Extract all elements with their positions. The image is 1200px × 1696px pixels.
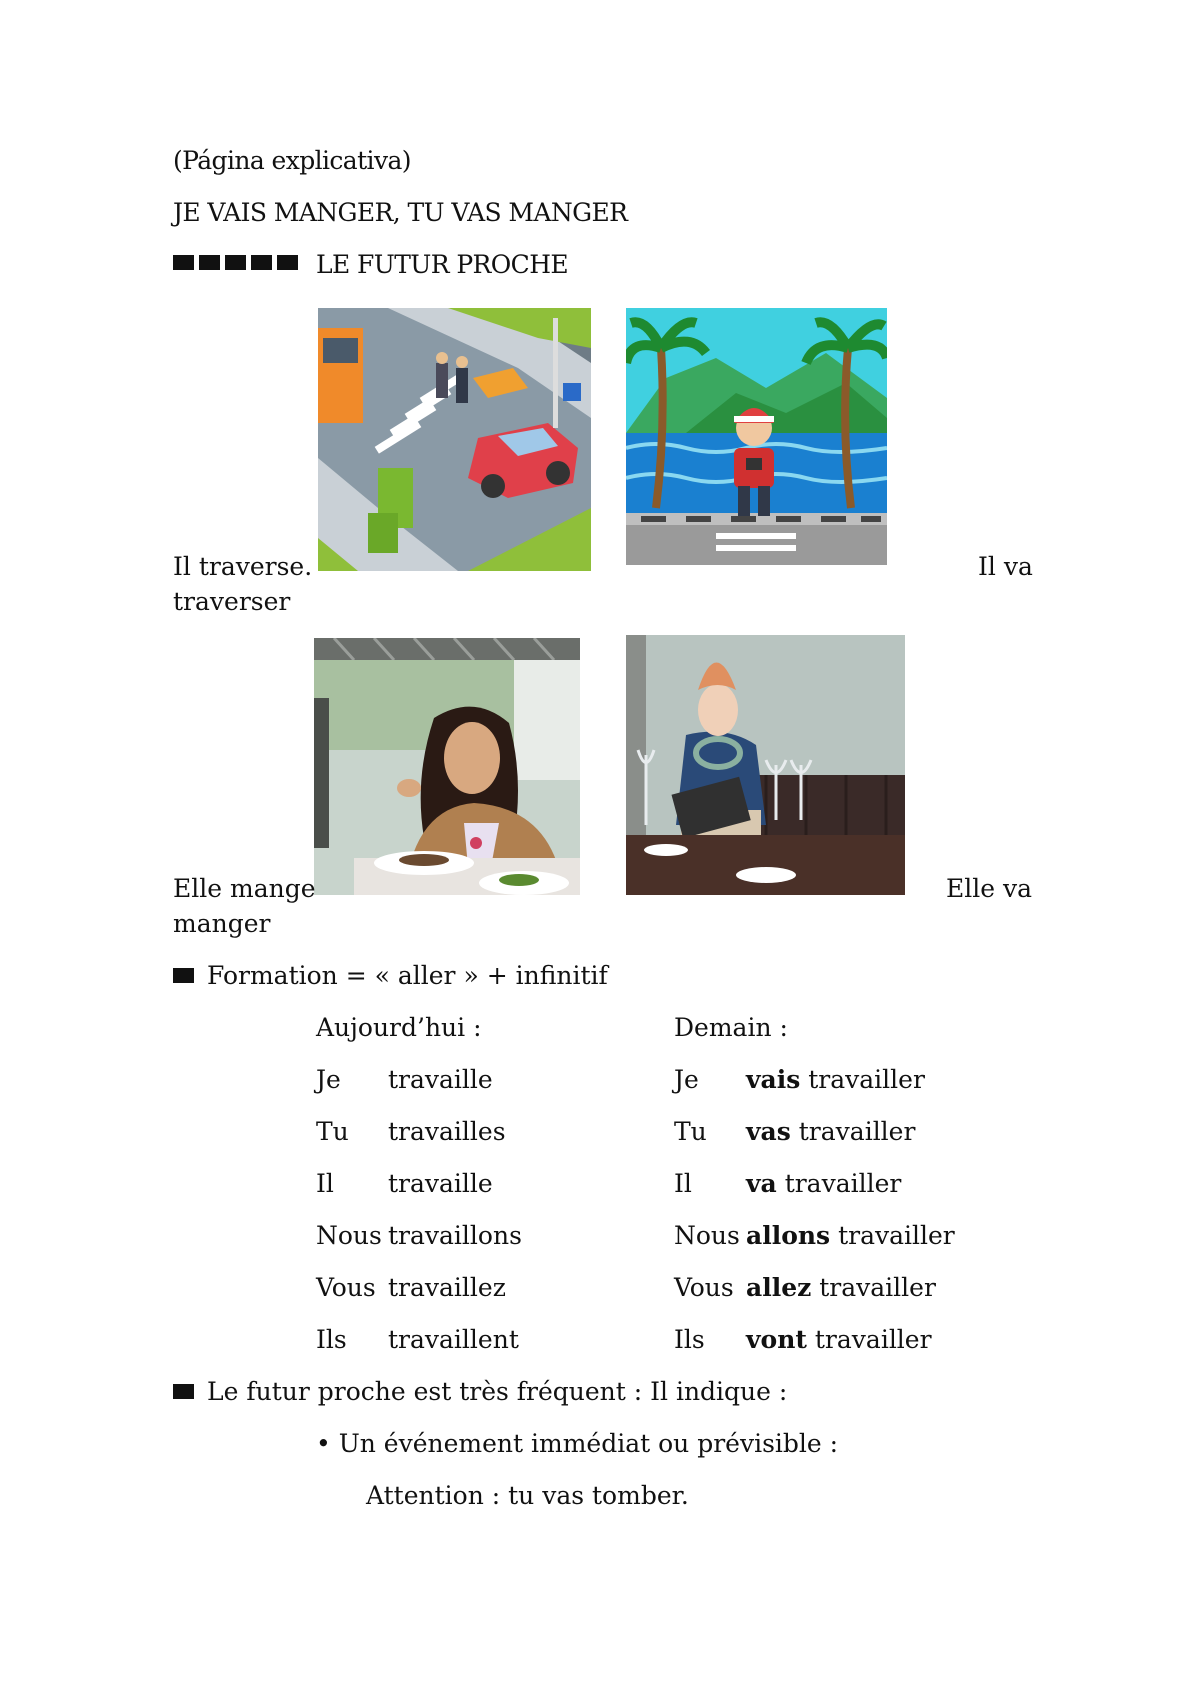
tomorrow-verb	[746, 1273, 936, 1303]
tomorrow-verb	[746, 1221, 955, 1251]
today-pronoun: Tu	[316, 1117, 349, 1146]
woman-eating-photo	[314, 638, 580, 895]
tomorrow-pronoun: Je	[674, 1065, 699, 1094]
aller-auxiliary: allons	[746, 1221, 831, 1250]
example-future-eating: Elle va	[946, 874, 1033, 903]
page-subtitle: (Página explicativa)	[173, 146, 411, 175]
today-verb: travaillez	[388, 1273, 506, 1302]
square-icon	[225, 255, 246, 270]
example-future-crossing-wrap: traverser	[173, 587, 291, 616]
aller-auxiliary: allez	[746, 1273, 812, 1302]
section-title: LE FUTUR PROCHE	[316, 250, 569, 279]
tomorrow-pronoun: Tu	[674, 1117, 707, 1146]
example-future-crossing: Il va	[978, 552, 1033, 581]
page-title: JE VAIS MANGER, TU VAS MANGER	[173, 198, 628, 227]
beach-boy-illustration	[626, 308, 887, 565]
square-bullet-icon	[173, 968, 194, 983]
aller-auxiliary: vont	[746, 1325, 807, 1354]
today-pronoun: Je	[316, 1065, 341, 1094]
example-present-eating: Elle mange	[173, 874, 316, 903]
square-icon	[277, 255, 298, 270]
example-future-eating-wrap: manger	[173, 909, 271, 938]
tomorrow-pronoun: Il	[674, 1169, 692, 1198]
infinitive: travailler	[838, 1221, 955, 1250]
aller-auxiliary: vais	[746, 1065, 801, 1094]
woman-restaurant-photo	[626, 635, 905, 895]
today-header: Aujourd’hui :	[316, 1013, 482, 1042]
today-pronoun: Il	[316, 1169, 334, 1198]
infinitive: travailler	[814, 1325, 932, 1354]
infinitive: travailler	[819, 1273, 936, 1302]
square-icon	[251, 255, 272, 270]
tomorrow-verb	[746, 1117, 915, 1147]
today-verb: travaille	[388, 1065, 493, 1094]
usage-intro: Le futur proche est très fréquent : Il indique :	[207, 1377, 788, 1406]
today-pronoun: Vous	[316, 1273, 376, 1302]
today-verb: travailles	[388, 1117, 506, 1146]
today-pronoun: Nous	[316, 1221, 382, 1250]
square-icon	[199, 255, 220, 270]
usage-example: Attention : tu vas tomber.	[366, 1481, 689, 1510]
formation-rule	[207, 961, 608, 991]
crosswalk-illustration	[318, 308, 591, 571]
tomorrow-verb	[746, 1065, 925, 1095]
square-bullet-icon	[173, 1384, 194, 1399]
today-verb: travaillent	[388, 1325, 519, 1354]
tomorrow-header: Demain :	[674, 1013, 788, 1042]
infinitive: travailler	[798, 1117, 916, 1146]
infinitive: travailler	[808, 1065, 925, 1094]
today-pronoun: Ils	[316, 1325, 347, 1354]
tomorrow-pronoun: Nous	[674, 1221, 740, 1250]
aller-auxiliary: vas	[746, 1117, 791, 1146]
today-verb: travaille	[388, 1169, 493, 1198]
decorative-squares	[173, 255, 303, 274]
tomorrow-verb	[746, 1169, 901, 1199]
today-verb: travaillons	[388, 1221, 522, 1250]
square-icon	[173, 255, 194, 270]
tomorrow-pronoun: Vous	[674, 1273, 734, 1302]
aller-auxiliary: va	[746, 1169, 777, 1198]
tomorrow-verb	[746, 1325, 932, 1355]
tomorrow-pronoun: Ils	[674, 1325, 705, 1354]
example-present-crossing: Il traverse.	[173, 552, 313, 581]
formation-text: Formation = « aller » + infinitif	[207, 961, 608, 990]
usage-bullet: • Un événement immédiat ou prévisible :	[316, 1429, 839, 1458]
infinitive: travailler	[784, 1169, 902, 1198]
